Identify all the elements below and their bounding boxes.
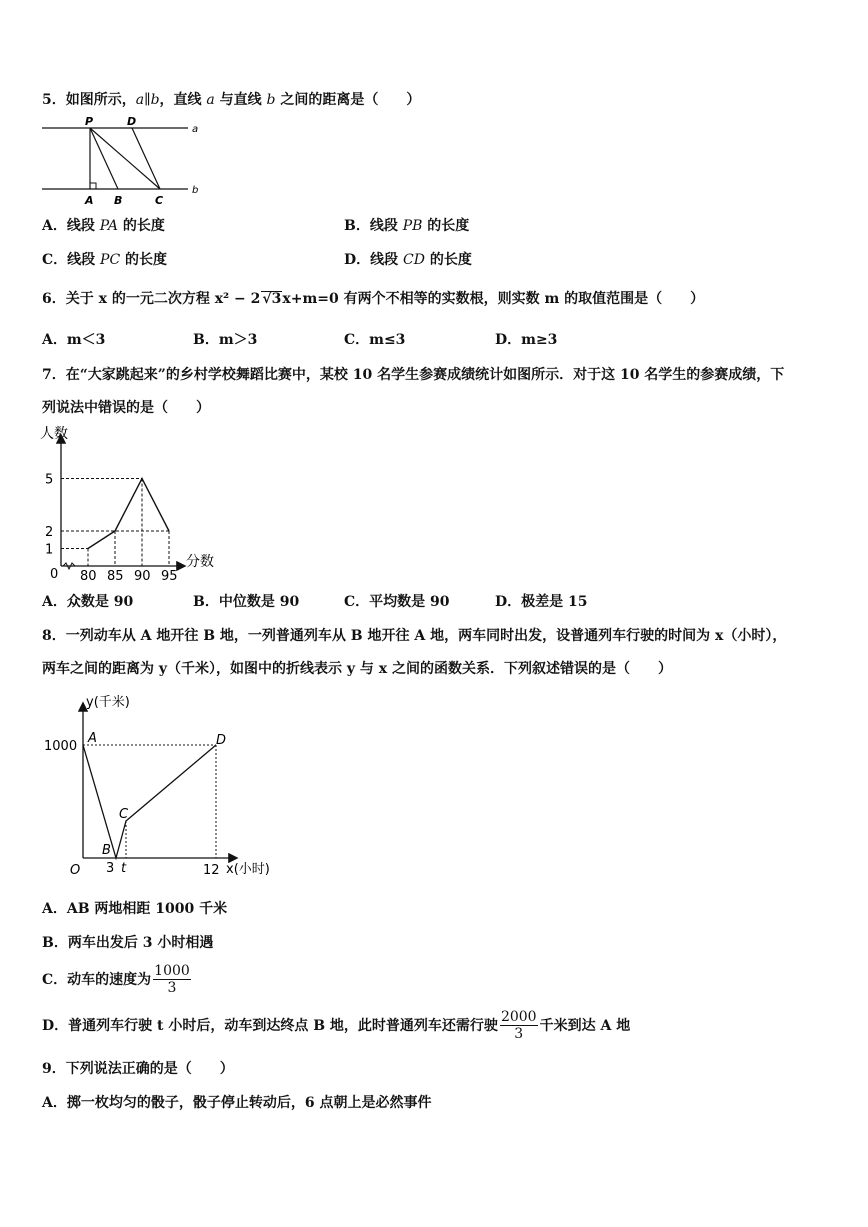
q5-figure <box>38 112 208 210</box>
q7-option-c: C．平均数是 90 <box>344 594 450 610</box>
q5-option-d: D．线段 CD 的长度 <box>344 252 472 268</box>
q9-option-a: A．掷一枚均匀的骰子，骰子停止转动后，6 点朝上是必然事件 <box>42 1095 432 1111</box>
tick-1000: 1000 <box>44 739 78 754</box>
y-tick-label: 5 <box>45 472 54 488</box>
label-D: D <box>127 115 137 128</box>
label-A: A <box>85 194 94 207</box>
q8-option-a: A．AB 两地相距 1000 千米 <box>42 901 228 917</box>
label-P: P <box>85 115 94 128</box>
point-C-label: C <box>119 807 129 822</box>
q6-option-a: A．m＜3 <box>42 332 106 348</box>
q6-stem: 6．关于 x 的一元二次方程 x² − 2 √3x+m=0 有两个不相等的实数根，则实数 m 的取值范围是（ ） <box>42 291 705 307</box>
q8-stem-line1: 8．一列动车从 A 地开往 B 地，一列普通列车从 B 地开往 A 地，两车同时出发，设普通列车行驶的时间为 x（小时）， <box>42 628 787 644</box>
q6-option-d: D．m≥3 <box>495 332 558 348</box>
q7-option-a: A．众数是 90 <box>42 594 134 610</box>
y-tick-label: 2 <box>45 525 54 540</box>
y-tick-label: 1 <box>45 542 54 558</box>
tick-12: 12 <box>203 863 220 878</box>
q5-option-a: A．线段 PA 的长度 <box>42 218 165 234</box>
x-tick-label: 90 <box>134 569 151 584</box>
y-axis-label: y(千米) <box>86 695 130 710</box>
point-D-label: D <box>216 733 227 748</box>
q6-option-b: B．m＞3 <box>193 332 258 348</box>
point-B-label: B <box>102 843 111 858</box>
distance-polyline <box>83 745 216 858</box>
label-C: C <box>155 194 164 207</box>
q7-stem-line1: 7．在“大家跳起来”的乡村学校舞蹈比赛中，某校 10 名学生参赛成绩统计如图所示．对于这 10 名学生的参赛成绩，下 <box>42 367 785 383</box>
label-a: a <box>192 124 199 135</box>
point-A-label: A <box>88 731 97 746</box>
q5-stem: 5．如图所示，a∥b，直线 a 与直线 b 之间的距离是（ ） <box>42 92 421 108</box>
x-tick-label: 85 <box>107 569 124 584</box>
q8-option-c: C．动车的速度为 $\frac{1000}{3}$ <box>42 963 190 996</box>
y-axis-label: 人数 <box>40 426 68 442</box>
q8-option-d: D．普通列车行驶 t 小时后，动车到达终点 B 地，此时普通列车还需行驶 $\frac{2000}{3}$ 千米到达 A 地 <box>42 1009 631 1042</box>
q5-option-b: B．线段 PB 的长度 <box>344 218 470 234</box>
x-tick-label: 95 <box>161 569 178 584</box>
q7-line-chart <box>36 420 236 585</box>
q7-option-d: D．极差是 15 <box>495 594 588 610</box>
x-axis-label: 分数 <box>186 554 214 570</box>
q8-stem-line2: 两车之间的距离为 y（千米），如图中的折线表示 y 与 x 之间的函数关系．下列叙述错误的是（ ） <box>42 661 672 677</box>
x-tick-label: 80 <box>80 569 97 584</box>
series-line <box>88 479 169 549</box>
q5-option-c: C．线段 PC 的长度 <box>42 252 168 268</box>
tick-t: t <box>121 861 127 876</box>
q8-option-b: B．两车出发后 3 小时相遇 <box>42 935 214 951</box>
x-axis-label: x(小时) <box>226 862 270 877</box>
label-B: B <box>114 194 123 207</box>
origin-label: O <box>70 863 81 878</box>
q7-option-b: B．中位数是 90 <box>193 594 300 610</box>
sqrt-symbol: √3 <box>262 291 282 307</box>
fraction-2000-3: $\frac{2000}{3}$ <box>500 1009 537 1042</box>
fraction-1000-3: $\frac{1000}{3}$ <box>154 963 190 996</box>
origin-label: 0 <box>50 567 59 582</box>
label-b: b <box>192 185 199 196</box>
q7-stem-line2: 列说法中错误的是（ ） <box>42 400 210 416</box>
q9-stem: 9．下列说法正确的是（ ） <box>42 1061 234 1077</box>
tick-3: 3 <box>106 861 115 876</box>
q8-function-graph <box>40 690 290 885</box>
q6-option-c: C．m≤3 <box>344 332 406 348</box>
